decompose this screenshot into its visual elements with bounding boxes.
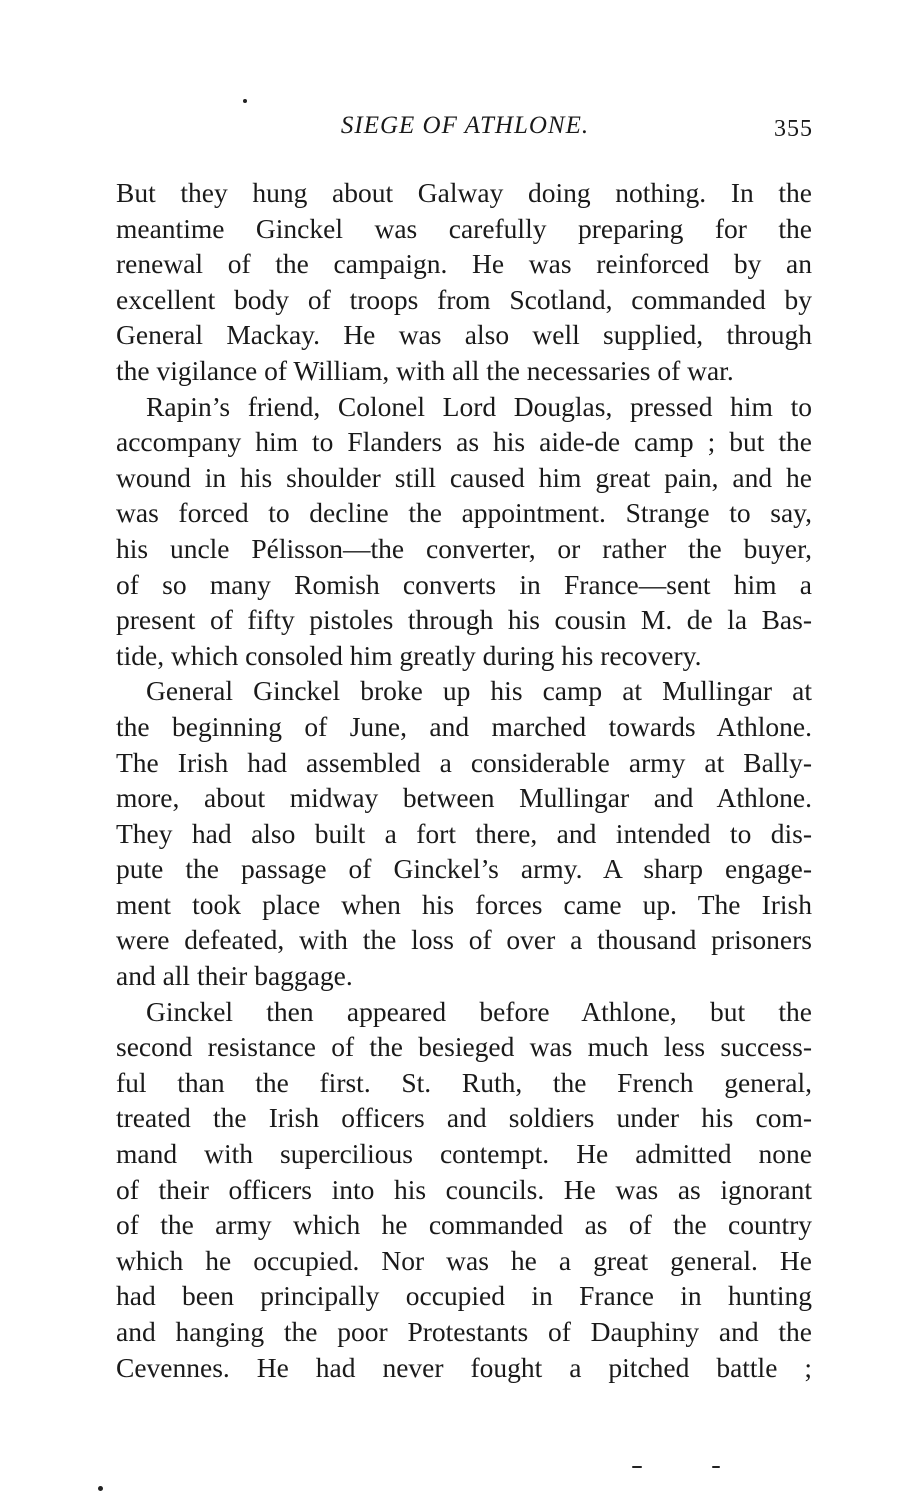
print-speck bbox=[98, 1486, 103, 1491]
text-line: pute the passage of Ginckel’s army. A sharp engage- bbox=[116, 853, 812, 885]
text-line: Cevennes. He had never fought a pitched battle ; bbox=[116, 1351, 812, 1383]
text-line: of so many Romish converts in France—sent him a bbox=[116, 568, 812, 600]
text-line: had been principally occupied in France in hunting bbox=[116, 1280, 812, 1312]
paragraph-first-line: General Ginckel broke up his camp at Mullingar at bbox=[146, 675, 812, 707]
text-line: General Mackay. He was also well supplied, through bbox=[116, 319, 812, 351]
text-line: excellent body of troops from Scotland, commanded by bbox=[116, 283, 812, 315]
print-speck bbox=[243, 99, 247, 103]
text-line: his uncle Pélisson—the converter, or rather the buyer, bbox=[116, 532, 812, 564]
text-line: of the army which he commanded as of the country bbox=[116, 1209, 812, 1241]
text-line: The Irish had assembled a considerable army at Bally- bbox=[116, 746, 812, 778]
text-line: second resistance of the besieged was much less success- bbox=[116, 1031, 812, 1063]
text-line: But they hung about Galway doing nothing. In the bbox=[116, 177, 812, 208]
text-line: ful than the first. St. Ruth, the French general, bbox=[116, 1066, 812, 1098]
text-line: accompany him to Flanders as his aide-de camp ; but the bbox=[116, 426, 812, 458]
text-line: meantime Ginckel was carefully preparing for the bbox=[116, 212, 812, 244]
text-line: treated the Irish officers and soldiers under his com- bbox=[116, 1102, 812, 1134]
text-line: mand with supercilious contempt. He admitted none bbox=[116, 1138, 812, 1170]
text-line: and hanging the poor Protestants of Dauphiny and the bbox=[116, 1316, 812, 1347]
body-text bbox=[116, 175, 812, 1385]
text-line: which he occupied. Nor was he a great general. He bbox=[116, 1244, 812, 1276]
text-line: more, about midway between Mullingar and Athlone. bbox=[116, 782, 812, 814]
text-line: present of fifty pistoles through his cousin M. de la Bas- bbox=[116, 604, 812, 636]
running-head bbox=[115, 106, 815, 146]
print-speck bbox=[632, 1466, 642, 1468]
paragraph-first-line: Ginckel then appeared before Athlone, but the bbox=[146, 995, 812, 1027]
text-line: ment took place when his forces came up. The Irish bbox=[116, 888, 812, 920]
text-line: They had also built a fort there, and intended to dis- bbox=[116, 817, 812, 849]
text-line: renewal of the campaign. He was reinforced by an bbox=[116, 248, 812, 280]
paragraph-first-line: Rapin’s friend, Colonel Lord Douglas, pressed him to bbox=[146, 390, 812, 422]
text-line: wound in his shoulder still caused him great pain, and he bbox=[116, 461, 812, 493]
print-speck bbox=[712, 1466, 720, 1468]
page-number: 355 bbox=[774, 116, 813, 142]
text-line: tide, which consoled him greatly during his recovery. bbox=[116, 639, 702, 671]
text-line: the beginning of June, and marched towards Athlone. bbox=[116, 710, 812, 742]
running-title: SIEGE OF ATHLONE. bbox=[340, 112, 590, 139]
text-line: and all their baggage. bbox=[116, 960, 353, 992]
text-line: of their officers into his councils. He was as ignorant bbox=[116, 1173, 812, 1205]
text-line: was forced to decline the appointment. Strange to say, bbox=[116, 497, 812, 529]
text-line: were defeated, with the loss of over a thousand prisoners bbox=[116, 924, 812, 956]
text-line: the vigilance of William, with all the necessaries of war. bbox=[116, 354, 734, 386]
